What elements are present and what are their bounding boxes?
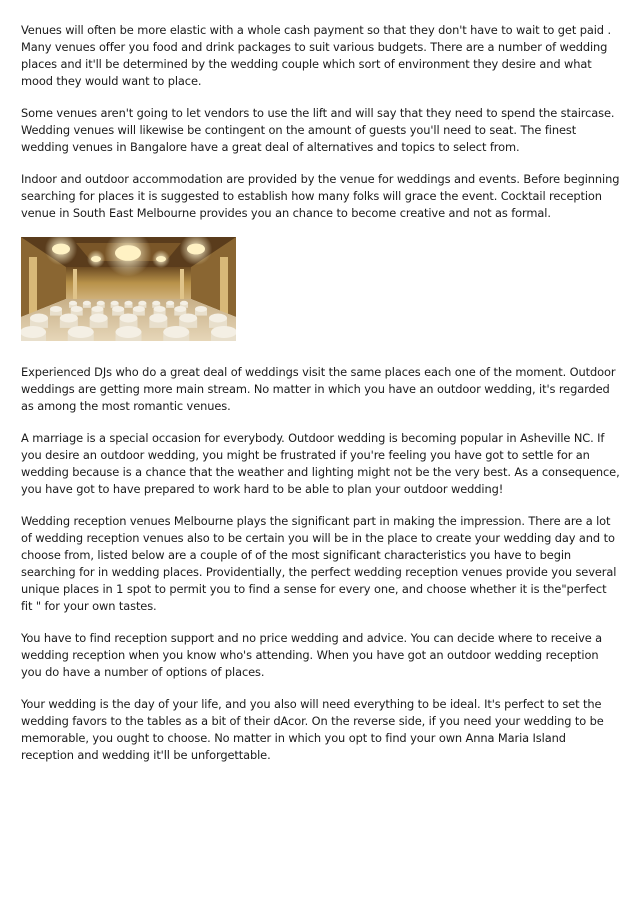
- pillar-inner-right: [180, 269, 184, 299]
- round-table: [174, 306, 186, 312]
- round-table: [138, 301, 146, 305]
- document-page: [21, 22, 621, 779]
- round-table: [211, 326, 236, 338]
- round-table: [71, 306, 83, 312]
- paragraph-3: Indoor and outdoor accommodation are provided by the venue for weddings and events. Before beginning searching for places it is suggested to establish how many folks will grace the event. Cocktail reception venue in South East Melbourne provides you an chance to become creative and not as formal.: [21, 172, 620, 220]
- paragraph-7: You have to find reception support and no price wedding and advice. You can decide where to receive a wedding reception when you know who's attending. When you have got an outdoor wedding reception you do have a number of options of places.: [21, 631, 603, 679]
- paragraph-4: Experienced DJs who do a great deal of weddings visit the same places each one of the moment. Outdoor weddings are getting more main stream. No matter in which you have an outdoor wedding, it's regarded as among the most romantic venues.: [21, 365, 616, 413]
- round-table: [195, 306, 207, 312]
- round-table: [30, 314, 48, 323]
- pillar-left: [29, 257, 37, 319]
- paragraph-2: Some venues aren't going to let vendors to use the lift and will say that they need to spend the staircase. Wedding venues will likewise be contingent on the amount of guests you'll need to seat. The finest wedding venues in Bangalore have a great deal of alternatives and topics to select from.: [21, 106, 615, 154]
- round-table: [68, 326, 94, 338]
- chandelier: [52, 244, 70, 255]
- round-table: [116, 326, 142, 338]
- pillar-inner-left: [73, 269, 77, 299]
- chandelier: [91, 256, 101, 262]
- paragraph-5: A marriage is a special occasion for everybody. Outdoor wedding is becoming popular in Asheville NC. If you desire an outdoor wedding, you might be frustrated if you're feeling you have got to settle for an wedding because is a chance that the weather and lighting might not be the very best. As a consequence, you have got to have prepared to work hard to be able to plan your outdoor wedding!: [21, 431, 620, 496]
- paragraph-8: Your wedding is the day of your life, and you also will need everything to be ideal. It's perfect to set the wedding favors to the tables as a bit of their dAcor. On the reverse side, if you need your wedding to be memorable, you ought to choose. No matter in which you opt to find your own Anna Maria Island reception and wedding it'll be unforgettable.: [21, 697, 604, 762]
- round-table: [149, 314, 167, 323]
- banquet-hall-illustration: [21, 237, 236, 341]
- round-table: [180, 301, 188, 305]
- round-table: [152, 301, 160, 305]
- chandelier: [156, 256, 166, 262]
- round-table: [209, 314, 227, 323]
- round-table: [83, 301, 91, 305]
- round-table: [120, 314, 138, 323]
- round-table: [112, 306, 124, 312]
- round-table: [69, 301, 77, 305]
- round-table: [21, 326, 46, 338]
- round-table: [90, 314, 108, 323]
- round-table: [154, 306, 166, 312]
- paragraph-6: Wedding reception venues Melbourne plays the significant part in making the impression. There are a lot of wedding reception venues also to be certain you will be in the place to create your wedding day and to choose from, listed below are a couple of of the most significant characteristics you have to begin searching for in wedding places. Providentially, the perfect wedding reception venues provide you several unique places in 1 spot to permit you to find a sense for every one, and choose whether it is the"perfect fit " for your own tastes.: [21, 514, 617, 613]
- chandelier: [115, 245, 141, 261]
- round-table: [50, 306, 62, 312]
- round-table: [111, 301, 119, 305]
- round-table: [163, 326, 189, 338]
- round-table: [91, 306, 103, 312]
- round-table: [166, 301, 174, 305]
- round-table: [60, 314, 78, 323]
- paragraph-1: Venues will often be more elastic with a whole cash payment so that they don't have to wait to get paid . Many venues offer you food and drink packages to suit various budgets. There are a number of wedding places and it'll be determined by the wedding couple which sort of environment they desire and what mood they would want to place.: [21, 23, 611, 88]
- pillar-right: [220, 257, 228, 319]
- round-table: [179, 314, 197, 323]
- chandelier: [187, 244, 205, 255]
- round-table: [97, 301, 105, 305]
- round-table: [125, 301, 133, 305]
- banquet-hall-photo: [21, 237, 236, 341]
- round-table: [133, 306, 145, 312]
